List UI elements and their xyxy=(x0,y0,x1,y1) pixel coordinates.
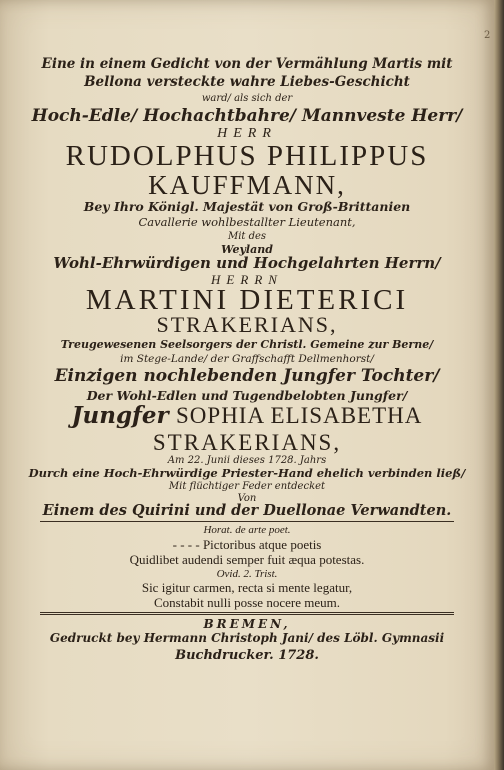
quote-2-line-2: Constabit nulli posse nocere meum. xyxy=(154,595,340,610)
herr-heading-1: HERR xyxy=(217,126,277,141)
divider-top xyxy=(40,521,454,522)
honorific-1: Hoch-Edle/ Hochachtbahre/ Mannveste Herr/ xyxy=(31,106,463,126)
title-line-1: Eine in einem Gedicht von der Vermählung Martis mit xyxy=(41,56,453,72)
bride-name-1: SOPHIA ELISABETHA xyxy=(176,403,423,428)
father-name-2: STRAKERIANS, xyxy=(156,312,338,337)
imprint-line-1: Gedruckt bey Hermann Christoph Jani/ des Löbl. Gymnasii xyxy=(49,631,445,645)
feder-line: Mit flüchtiger Feder entdecket xyxy=(168,481,326,492)
ceremony-line: Durch eine Hoch-Ehrwürdige Priester-Hand ehelich verbinden ließ/ xyxy=(28,466,466,480)
weyland-line: Weyland xyxy=(221,243,273,256)
bride-name-2: STRAKERIANS, xyxy=(152,430,342,455)
divider-bottom xyxy=(40,612,454,615)
page-binding-edge xyxy=(494,0,504,770)
honorific-2: Wohl-Ehrwürdigen und Hochgelahrten Herrn/ xyxy=(53,254,441,272)
date-line: Am 22. Junii dieses 1728. Jahrs xyxy=(167,455,327,466)
quote-source-1: Horat. de arte poet. xyxy=(203,524,291,536)
von-line: Von xyxy=(237,493,257,504)
quote-2-line-1: Sic igitur carmen, recta si mente legatur, xyxy=(141,580,353,595)
quote-1-line-2: Quidlibet audendi semper fuit æqua potestas. xyxy=(129,552,365,567)
bride-name-prefix: Jungfer xyxy=(71,402,169,429)
mit-des-line: Mit des xyxy=(227,231,267,242)
father-desc-1: Treugewesenen Seelsorgers der Christl. Gemeine zur Berne/ xyxy=(60,338,434,351)
title-line-3: ward/ als sich der xyxy=(201,93,293,104)
author-line: Einem des Quirini und der Duellonae Verwandten. xyxy=(42,502,452,519)
herr-heading-2: HERRN xyxy=(211,272,283,287)
daughter-line: Einzigen nochlebenden Jungfer Tochter/ xyxy=(54,366,440,386)
imprint-line-2: Buchdrucker. 1728. xyxy=(175,648,319,663)
bride-honorific: Der Wohl-Edlen und Tugendbelobten Jungfer/ xyxy=(86,388,408,403)
quote-1-line-1: - - - - Pictoribus atque poetis xyxy=(172,537,322,552)
father-name-1: MARTINI DIETERICI xyxy=(85,284,409,316)
groom-desc-2: Cavallerie wohlbestallter Lieutenant, xyxy=(138,215,356,229)
groom-desc-1: Bey Ihro Königl. Majestät von Groß-Brittanien xyxy=(83,199,411,214)
groom-name-2: KAUFFMANN, xyxy=(148,170,346,200)
quote-source-2: Ovid. 2. Trist. xyxy=(216,568,278,580)
title-line-2: Bellona versteckte wahre Liebes-Geschicht xyxy=(84,74,410,90)
father-desc-2: im Stege-Lande/ der Graffschafft Dellmenhorst/ xyxy=(120,353,374,365)
bride-name-line-1 xyxy=(0,402,494,429)
imprint-city: BREMEN, xyxy=(203,617,291,631)
groom-name-1: RUDOLPHUS PHILIPPUS xyxy=(65,140,429,172)
page-number: 2 xyxy=(484,30,491,41)
